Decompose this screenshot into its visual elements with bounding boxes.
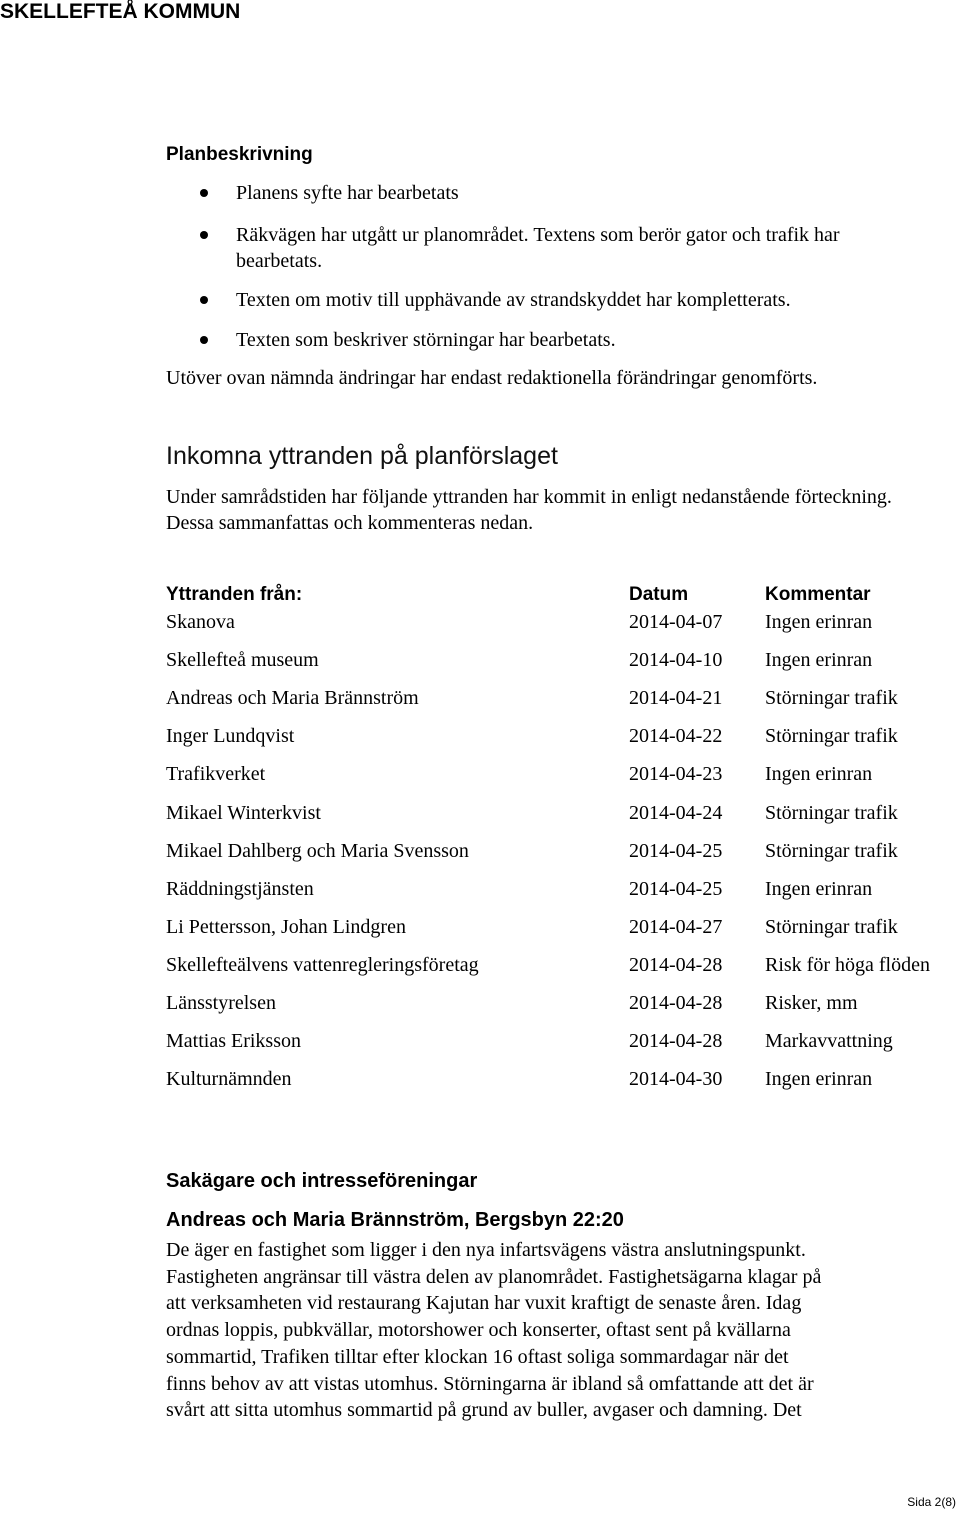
bullet-text bbox=[236, 287, 956, 313]
bullet-text bbox=[236, 180, 956, 206]
cell-name: Räddningstjänsten bbox=[166, 877, 314, 900]
cell-date: 2014-04-22 bbox=[629, 725, 723, 748]
heading-inkomna-yttranden: Inkomna yttranden på planförslaget bbox=[166, 442, 558, 470]
cell-date: 2014-04-30 bbox=[629, 1068, 723, 1091]
bullet-line: bearbetats. bbox=[236, 250, 323, 272]
table-row bbox=[0, 838, 960, 868]
cell-name: Länsstyrelsen bbox=[166, 992, 276, 1014]
cell-comment: Störningar trafik bbox=[765, 725, 898, 748]
bullet-line: Texten som beskriver störningar har bearbetats. bbox=[236, 329, 616, 351]
cell-comment: Störningar trafik bbox=[765, 839, 898, 862]
cell-name: Skanova bbox=[166, 611, 235, 633]
cell-name: Mikael Dahlberg och Maria Svensson bbox=[166, 839, 469, 862]
section-title-planbeskrivning: Planbeskrivning bbox=[166, 144, 313, 165]
cell-name: Trafikverket bbox=[166, 763, 266, 786]
body-paragraph bbox=[166, 1237, 926, 1424]
cell-comment: Risker, mm bbox=[765, 992, 858, 1014]
cell-date: 2014-04-28 bbox=[629, 1030, 723, 1053]
paragraph-line: att verksamheten vid restaurang Kajutan har vuxit kraftigt de senaste åren. Idag bbox=[166, 1292, 802, 1315]
cell-date: 2014-04-27 bbox=[629, 915, 723, 938]
cell-comment: Markavvattning bbox=[765, 1030, 893, 1053]
page-number: Sida 2(8) bbox=[907, 1495, 956, 1509]
table-row bbox=[0, 723, 960, 753]
table-row bbox=[0, 914, 960, 944]
bullet-dot-icon bbox=[200, 189, 208, 197]
cell-name: Mikael Winterkvist bbox=[166, 801, 321, 824]
intro-paragraph: Under samrådstiden har följande yttranden har kommit in enligt nedanstående förteckning. Dessa sammanfattas och kommenteras nedan. bbox=[166, 486, 892, 534]
cell-date: 2014-04-21 bbox=[629, 687, 723, 710]
organization-header: SKELLEFTEÅ KOMMUN bbox=[0, 0, 241, 23]
bullet-line: Planens syfte har bearbetats bbox=[236, 182, 459, 204]
paragraph-line: Fastigheten angränsar till västra delen av planområdet. Fastighetsägarna klagar på bbox=[166, 1265, 822, 1288]
cell-comment: Ingen erinran bbox=[765, 763, 873, 786]
bullet-dot-icon bbox=[200, 336, 208, 344]
cell-comment: Risk för höga flöden bbox=[765, 953, 930, 976]
paragraph-line: finns behov av att vistas utomhus. Störningarna är ibland så omfattande att det är bbox=[166, 1372, 814, 1395]
cell-name: Li Pettersson, Johan Lindgren bbox=[166, 915, 406, 938]
subheading-brannstrom: Andreas och Maria Brännström, Bergsbyn 22:20 bbox=[166, 1209, 624, 1231]
table-row bbox=[0, 685, 960, 715]
cell-date: 2014-04-28 bbox=[629, 953, 723, 976]
paragraph-line: ordnas loppis, pubkvällar, motorshower och konserter, oftast sent på kvällarna bbox=[166, 1319, 791, 1342]
paragraph-line: De äger en fastighet som ligger i den nya infartsvägens västra anslutningspunkt. bbox=[166, 1239, 806, 1261]
table-row bbox=[0, 1028, 960, 1058]
cell-comment: Ingen erinran bbox=[765, 611, 873, 633]
bullet-line: Texten om motiv till upphävande av strandskyddet har kompletterats. bbox=[236, 289, 791, 311]
cell-name: Skellefteälvens vattenregleringsföretag bbox=[166, 953, 479, 976]
table-row bbox=[0, 609, 960, 639]
cell-name: Kulturnämnden bbox=[166, 1068, 292, 1091]
cell-date: 2014-04-28 bbox=[629, 992, 723, 1014]
table-row bbox=[0, 761, 960, 791]
cell-name: Inger Lundqvist bbox=[166, 725, 295, 748]
bullet-line: Räkvägen har utgått ur planområdet. Textens som berör gator och trafik har bbox=[236, 224, 840, 246]
cell-date: 2014-04-07 bbox=[629, 611, 723, 633]
cell-date: 2014-04-23 bbox=[629, 763, 723, 786]
summary-text: Utöver ovan nämnda ändringar har endast redaktionella förändringar genomförts. bbox=[166, 367, 818, 389]
cell-comment: Störningar trafik bbox=[765, 801, 898, 824]
cell-comment: Ingen erinran bbox=[765, 649, 873, 672]
cell-comment: Ingen erinran bbox=[765, 877, 873, 900]
table-row bbox=[0, 990, 960, 1020]
bullet-text bbox=[236, 327, 956, 353]
heading-sakagare: Sakägare och intresseföreningar bbox=[166, 1170, 478, 1192]
cell-date: 2014-04-10 bbox=[629, 649, 723, 672]
paragraph-line: svårt att sitta utomhus sommartid på grund av buller, avgaser och damning. Det bbox=[166, 1399, 802, 1422]
table-row bbox=[0, 647, 960, 677]
cell-date: 2014-04-25 bbox=[629, 877, 723, 900]
paragraph-line: sommartid, Trafiken tilltar efter klockan 16 oftast soliga sommardagar när det bbox=[166, 1345, 789, 1368]
cell-comment: Ingen erinran bbox=[765, 1068, 873, 1091]
cell-name: Skellefteå museum bbox=[166, 649, 319, 672]
table-header-name: Yttranden från: bbox=[166, 584, 303, 605]
table-row bbox=[0, 876, 960, 906]
table-header-date: Datum bbox=[629, 584, 689, 605]
cell-comment: Störningar trafik bbox=[765, 687, 898, 710]
table-header-comment: Kommentar bbox=[765, 584, 871, 605]
bullet-text bbox=[236, 222, 956, 274]
bullet-dot-icon bbox=[200, 296, 208, 304]
cell-comment: Störningar trafik bbox=[765, 915, 898, 938]
cell-date: 2014-04-25 bbox=[629, 839, 723, 862]
bullet-dot-icon bbox=[200, 231, 208, 239]
cell-name: Andreas och Maria Brännström bbox=[166, 687, 419, 710]
cell-name: Mattias Eriksson bbox=[166, 1030, 301, 1053]
cell-date: 2014-04-24 bbox=[629, 801, 723, 824]
table-row bbox=[0, 952, 960, 982]
table-row bbox=[0, 800, 960, 830]
table-row bbox=[0, 1066, 960, 1096]
